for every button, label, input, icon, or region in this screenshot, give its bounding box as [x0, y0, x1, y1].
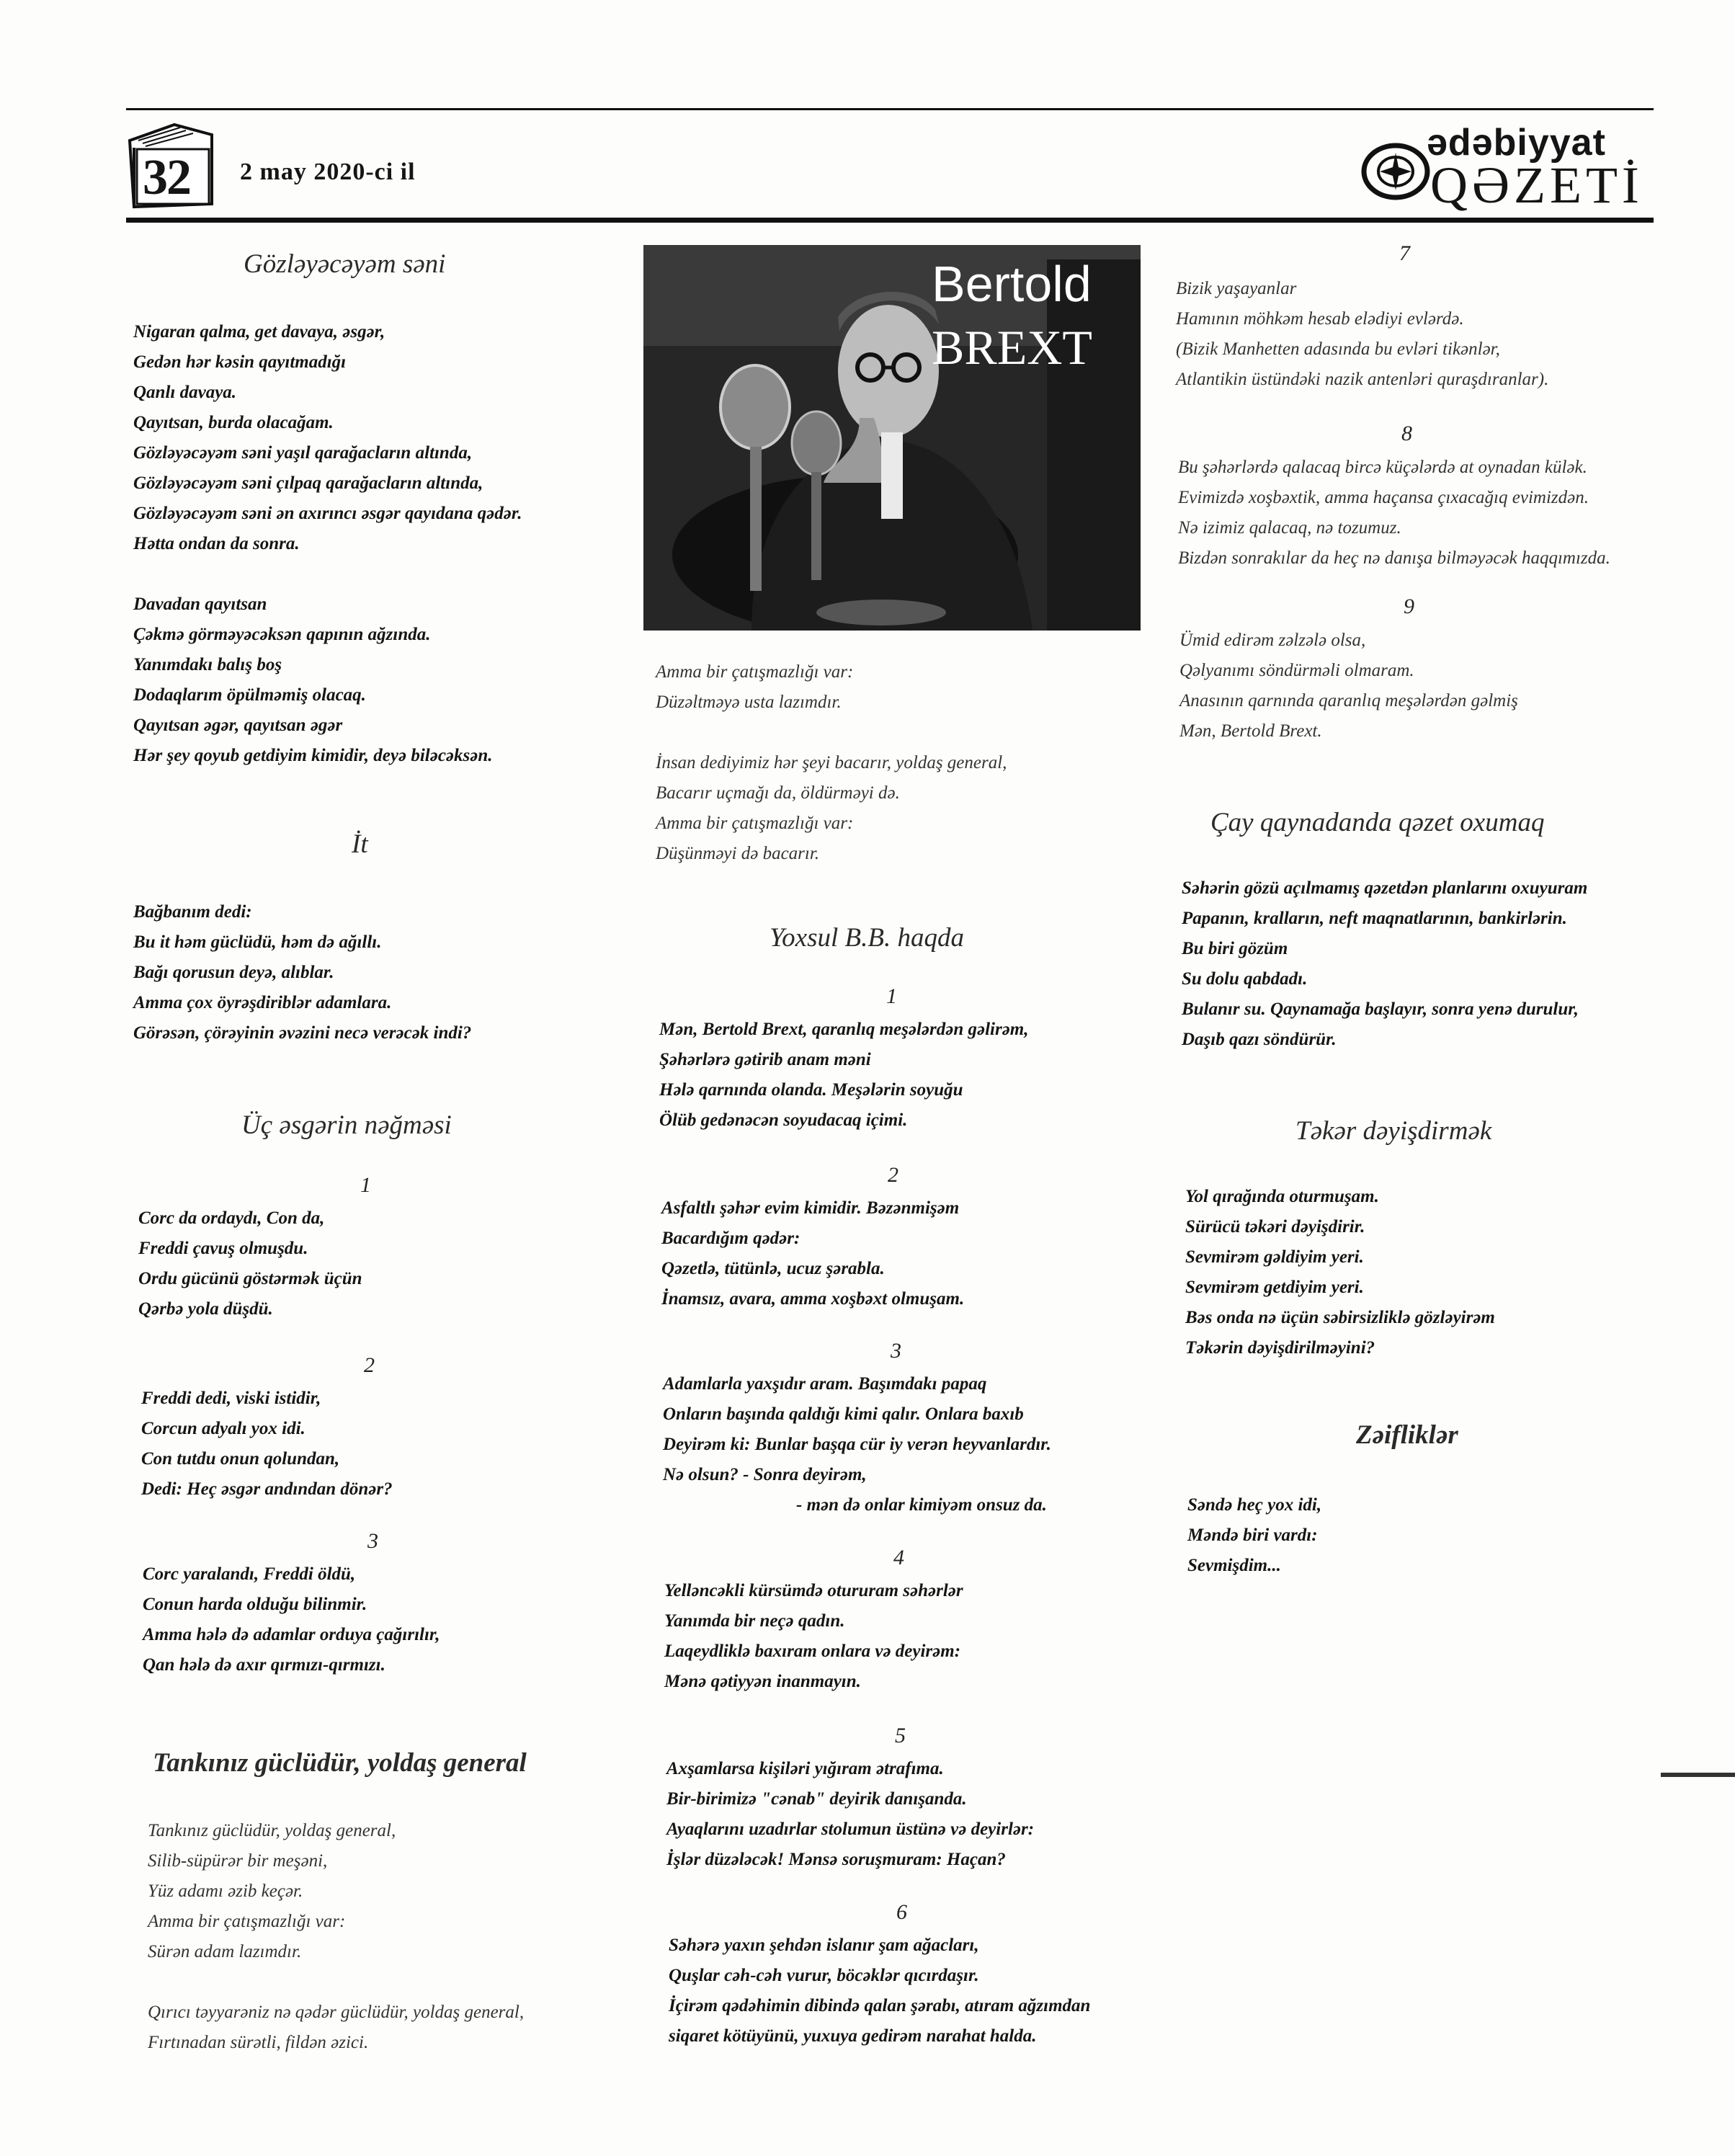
- poem-title: Gözləyəcəyəm səni: [244, 249, 446, 279]
- stanza-number: 8: [1401, 422, 1412, 445]
- poem-line: Nigaran qalma, get davaya, əsgər,: [133, 322, 385, 342]
- author-last-name: BREXT: [932, 320, 1092, 375]
- masthead-top: ədəbiyyat: [1427, 122, 1606, 164]
- poem-line: Asfaltlı şəhər evim kimidir. Bəzənmişəm: [661, 1198, 960, 1218]
- poem-body: [1178, 453, 1610, 574]
- poem-line: Anasının qarnında qaranlıq meşələrdən gəlmiş: [1179, 691, 1518, 710]
- poem-line: Hələ qarnında olanda. Meşələrin soyuğu: [659, 1080, 963, 1100]
- poem-line: Bu şəhərlərdə qalacaq bircə küçələrdə at oynadan külək.: [1178, 458, 1587, 477]
- poem-line: Yanımdakı balış boş: [133, 655, 282, 674]
- poem-line: Gözləyəcəyəm səni çılpaq qarağacların altında,: [133, 473, 483, 493]
- stanza-number: 6: [896, 1900, 907, 1924]
- poem-title: Təkər dəyişdirmək: [1295, 1116, 1492, 1146]
- poem-line: Bu biri gözüm: [1182, 939, 1288, 958]
- poem-line: Amma çox öyrəşdiriblər adamlara.: [133, 993, 392, 1012]
- poem-body: [133, 897, 471, 1048]
- poem-line: Mənə qətiyyən inanmayın.: [664, 1672, 861, 1691]
- stanza-number: 7: [1399, 241, 1410, 265]
- poem-line: Qırıcı təyyarəniz nə qədər güclüdür, yoldaş general,: [148, 2003, 525, 2022]
- poem-line: Amma bir çatışmazlığı var:: [148, 1912, 346, 1931]
- page-number: 32: [143, 150, 190, 205]
- poem-line: Hətta ondan da sonra.: [133, 534, 300, 553]
- poem-line: Bu it həm güclüdü, həm də ağıllı.: [133, 932, 382, 952]
- poem-line: siqaret kötüyünü, yuxuya gedirəm narahat halda.: [669, 2026, 1037, 2046]
- poem-line: Corcun adyalı yox idi.: [141, 1419, 305, 1438]
- poem-body: [661, 1193, 964, 1314]
- poem-title: Üç əsgərin nəğməsi: [241, 1110, 452, 1140]
- stanza-number: 9: [1404, 594, 1414, 618]
- poem-body: [666, 1754, 1034, 1875]
- poem-line: İçirəm qədəhimin dibində qalan şərabı, atıram ağzımdan: [669, 1996, 1091, 2015]
- poem-line: Sevmirəm getdiyim yeri.: [1185, 1278, 1364, 1297]
- poem-line: Qayıtsan əgər, qayıtsan əgər: [133, 716, 343, 735]
- poem-line: Axşamlarsa kişiləri yığıram ətrafıma.: [666, 1759, 944, 1778]
- poem-line: Freddi dedi, viski istidir,: [141, 1389, 321, 1408]
- poem-line: Bağı qorusun deyə, alıblar.: [133, 963, 334, 982]
- poem-line: Bizik yaşayanlar: [1176, 279, 1297, 298]
- poem-line: İnsan dediyimiz hər şeyi bacarır, yoldaş general,: [656, 753, 1007, 772]
- poem-line: Görəsən, çörəyinin əvəzini necə verəcək indi?: [133, 1023, 472, 1043]
- poem-line: Sevmişdim...: [1187, 1556, 1281, 1575]
- poem-body: [143, 1559, 440, 1680]
- poem-line: Corc da ordaydı, Con da,: [138, 1208, 325, 1228]
- poem-line: Bəs onda nə üçün səbirsizliklə gözləyirəm: [1185, 1308, 1495, 1327]
- poem-line: Adamlarla yaxşıdır aram. Başımdakı papaq: [663, 1374, 987, 1394]
- poem-body: [1187, 1490, 1321, 1581]
- poem-line: Amma bir çatışmazlığı var:: [656, 814, 854, 833]
- poem-line: İnamsız, avara, amma xoşbəxt olmuşam.: [661, 1289, 965, 1309]
- poem-line: Evimizdə xoşbəxtik, amma haçansa çıxacağıq evimizdən.: [1178, 488, 1589, 507]
- poem-line: Laqeydliklə baxıram onlara və deyirəm:: [664, 1642, 961, 1661]
- poem-line: Ordu gücünü göstərmək üçün: [138, 1269, 362, 1288]
- poem-line: Corc yaralandı, Freddi öldü,: [143, 1564, 356, 1584]
- poem-line: Bir-birimizə "cənab" deyirik danışanda.: [666, 1789, 967, 1809]
- poem-line: Gözləyəcəyəm səni yaşıl qarağacların altında,: [133, 443, 473, 463]
- poem-body: [141, 1384, 393, 1505]
- poem-line: Gedən hər kəsin qayıtmadığı: [133, 352, 347, 372]
- poem-line: - mən də onlar kimiyəm onsuz da.: [796, 1495, 1047, 1515]
- poem-line: Hamının möhkəm hesab elədiyi evlərdə.: [1176, 309, 1464, 329]
- poem-body: [1185, 1182, 1495, 1363]
- photo-caption: [932, 252, 1092, 379]
- poem-line: Yelləncəkli kürsümdə otururam səhərlər: [664, 1581, 963, 1600]
- poem-line: Sürən adam lazımdır.: [148, 1942, 302, 1961]
- poem-body: [1182, 873, 1587, 1055]
- globe-emblem-icon: [1358, 137, 1430, 202]
- poem-line: Nə olsun? - Sonra deyirəm,: [663, 1465, 867, 1484]
- poem-body: [663, 1369, 1051, 1520]
- poem-line: Mən, Bertold Brext.: [1179, 721, 1322, 741]
- stanza-number: 2: [888, 1163, 898, 1187]
- stanza-number: 5: [895, 1724, 906, 1747]
- poem-line: (Bizik Manhetten adasında bu evləri tikənlər,: [1176, 339, 1500, 359]
- stanza-number: 3: [367, 1529, 378, 1553]
- poem-line: Tankınız güclüdür, yoldaş general,: [148, 1821, 396, 1840]
- poem-title: Yoxsul B.B. haqda: [770, 923, 964, 953]
- poem-body: [664, 1576, 963, 1697]
- poem-line: Məndə biri vardı:: [1187, 1525, 1318, 1545]
- poem-line: Hər şey qoyub getdiyim kimidir, deyə biləcəksən.: [133, 746, 493, 765]
- poem-line: Papanın, kralların, neft maqnatlarının, bankirlərin.: [1182, 909, 1567, 928]
- poem-line: Təkərin dəyişdirilməyini?: [1185, 1338, 1375, 1358]
- poem-body: [669, 1930, 1090, 2052]
- scan-edge-mark: [1661, 1773, 1735, 1777]
- issue-date: 2 may 2020-ci il: [240, 159, 416, 185]
- poem-line: Davadan qayıtsan: [133, 594, 267, 614]
- author-first-name: Bertold: [932, 256, 1092, 312]
- poem-line: Silib-süpürər bir meşəni,: [148, 1851, 328, 1871]
- poem-title: İt: [352, 829, 368, 859]
- poem-line: Yol qırağında oturmuşam.: [1185, 1187, 1379, 1206]
- poem-line: Ayaqlarını uzadırlar stolumun üstünə və deyirlər:: [666, 1819, 1035, 1839]
- poem-line: Conun harda olduğu bilinmir.: [143, 1595, 367, 1614]
- poem-line: Mən, Bertold Brext, qaranlıq meşələrdən gəlirəm,: [659, 1020, 1029, 1039]
- poem-line: Onların başında qaldığı kimi qalır. Onlara baxıb: [663, 1404, 1024, 1424]
- masthead-bottom: QƏZETİ: [1430, 156, 1643, 214]
- poem-line: Atlantikin üstündəki nazik antenləri quraşdıranlar).: [1176, 370, 1549, 389]
- poem-body: [1176, 274, 1548, 395]
- author-photo: [643, 245, 1141, 631]
- poem-line: Sürücü təkəri dəyişdirir.: [1185, 1217, 1365, 1237]
- header-rule-top: [126, 108, 1654, 110]
- poem-body: [148, 1816, 524, 2058]
- masthead-logo: [1358, 121, 1643, 214]
- poem-line: Gözləyəcəyəm səni ən axırıncı əsgər qayıdana qədər.: [133, 504, 522, 523]
- stanza-number: 1: [360, 1173, 371, 1197]
- stanza-number: 2: [364, 1353, 375, 1377]
- poem-line: Freddi çavuş olmuşdu.: [138, 1239, 308, 1258]
- poem-title: Tankınız güclüdür, yoldaş general: [153, 1748, 527, 1778]
- poem-line: Dodaqlarım öpülməmiş olacaq.: [133, 685, 366, 705]
- poem-line: Dedi: Heç əsgər andından dönər?: [141, 1479, 393, 1499]
- poem-line: Düşünməyi də bacarır.: [656, 844, 820, 863]
- poem-line: Sevmirəm gəldiyim yeri.: [1185, 1247, 1364, 1267]
- poem-line: Səndə heç yox idi,: [1187, 1495, 1322, 1515]
- poem-line: Çəkmə görməyəcəksən qapının ağzında.: [133, 625, 431, 644]
- poem-line: Nə izimiz qalacaq, nə tozumuz.: [1178, 518, 1401, 538]
- poem-line: Quşlar cəh-cəh vurur, böcəklər qıcırdaşır.: [669, 1966, 979, 1985]
- poem-line: Daşıb qazı söndürür.: [1182, 1030, 1337, 1049]
- poem-body: [138, 1203, 362, 1324]
- poem-title: Çay qaynadanda qəzet oxumaq: [1210, 808, 1545, 837]
- poem-line: Səhərin gözü açılmamış qəzetdən planlarını oxuyuram: [1182, 878, 1588, 898]
- poem-line: Qayıtsan, burda olacağam.: [133, 413, 334, 432]
- poem-line: Şəhərlərə gətirib anam məni: [659, 1050, 871, 1069]
- poem-line: Deyirəm ki: Bunlar başqa cür iy verən heyvanlardır.: [663, 1435, 1051, 1454]
- header-rule-bottom: [126, 218, 1654, 223]
- poem-line: Qərbə yola düşdü.: [138, 1299, 273, 1319]
- poem-line: Yüz adamı əzib keçər.: [148, 1881, 303, 1901]
- poem-body: [656, 657, 1007, 869]
- poem-line: Bulanır su. Qaynamağa başlayır, sonra yenə durulur,: [1182, 999, 1579, 1019]
- poem-line: Fırtınadan sürətli, fildən əzici.: [148, 2033, 369, 2052]
- poem-line: Qəzetlə, tütünlə, ucuz şərabla.: [661, 1259, 885, 1278]
- poem-line: Ölüb gedənəcən soyudacaq içimi.: [659, 1110, 908, 1130]
- poem-title: Zəifliklər: [1356, 1420, 1458, 1450]
- stanza-number: 1: [886, 984, 897, 1008]
- poem-line: Bağbanım dedi:: [133, 902, 252, 922]
- poem-line: Amma hələ də adamlar orduya çağırılır,: [143, 1625, 440, 1644]
- poem-line: Ümid edirəm zəlzələ olsa,: [1179, 631, 1366, 650]
- poem-line: Amma bir çatışmazlığı var:: [656, 662, 854, 682]
- poem-line: Con tutdu onun qolundan,: [141, 1449, 340, 1469]
- stanza-number: 3: [891, 1339, 901, 1363]
- poem-line: Bacarır uçmağı da, öldürməyi də.: [656, 783, 900, 803]
- poem-line: Səhərə yaxın şehdən islanır şam ağacları,: [669, 1936, 979, 1955]
- poem-line: Qan hələ də axır qırmızı-qırmızı.: [143, 1655, 385, 1675]
- poem-line: Düzəltməyə usta lazımdır.: [656, 692, 842, 712]
- poem-body: [133, 317, 522, 771]
- poem-body: [1179, 625, 1518, 747]
- poem-line: Qəlyanımı söndürməli olmaram.: [1179, 661, 1414, 680]
- poem-line: Bacardığım qədər:: [661, 1229, 800, 1248]
- poem-line: İşlər düzələcək! Mənsə soruşmuram: Haçan?: [666, 1850, 1006, 1869]
- poem-line: Bizdən sonrakılar da heç nə danışa bilməyəcək haqqımızda.: [1178, 548, 1610, 568]
- poem-line: Yanımda bir neçə qadın.: [664, 1611, 845, 1631]
- poem-line: Su dolu qabdadı.: [1182, 969, 1308, 989]
- poem-line: Qanlı davaya.: [133, 383, 237, 402]
- poem-body: [659, 1015, 1029, 1136]
- stanza-number: 4: [893, 1546, 904, 1569]
